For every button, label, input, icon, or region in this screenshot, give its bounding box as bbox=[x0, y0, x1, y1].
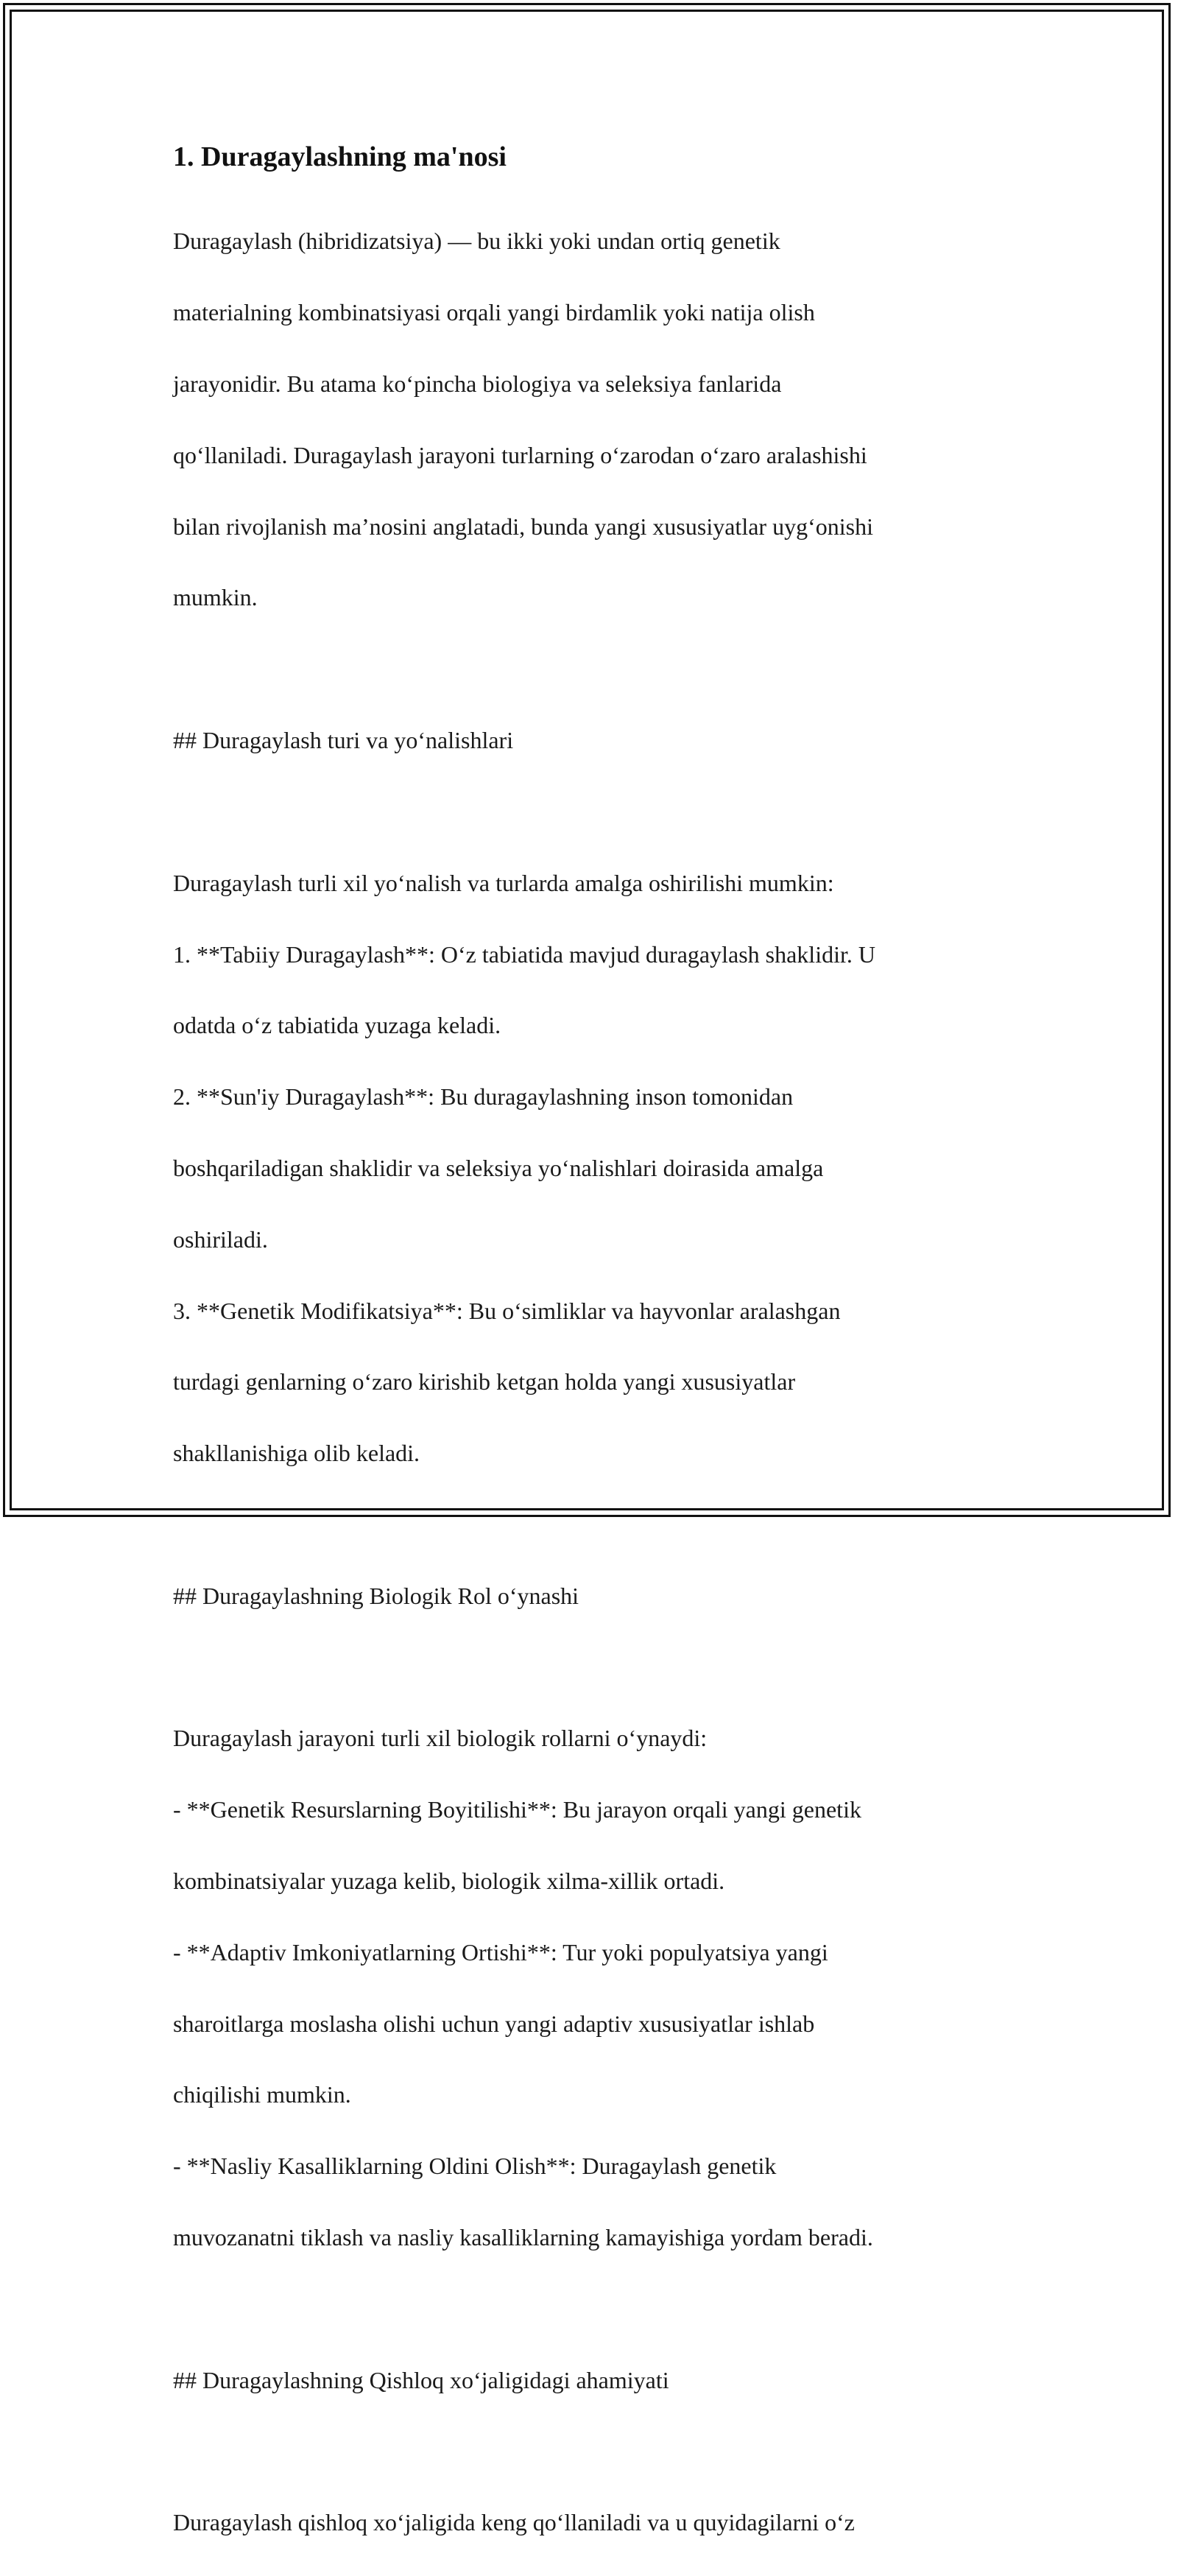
list-item-line: - **Adaptiv Imkoniyatlarning Ortishi**: Tur yoki populyatsiya yangi bbox=[173, 1938, 828, 1966]
list-item-line: 1. **Tabiiy Duragaylash**: O‘z tabiatida mavjud duragaylash shaklidir. U bbox=[173, 940, 875, 968]
text-line: Duragaylash jarayoni turli xil biologik rollarni o‘ynaydi: bbox=[173, 1725, 708, 1752]
list-item-line: shakllanishiga olib keladi. bbox=[173, 1440, 420, 1467]
list-item-line: boshqariladigan shaklidir va seleksiya yo‘nalishlari doirasida amalga bbox=[173, 1154, 824, 1181]
blank-line bbox=[173, 1507, 1005, 1542]
text-line: Duragaylash qishloq xo‘jaligida keng qo‘llaniladi va u quyidagilarni o‘z bbox=[173, 2509, 855, 2536]
document-text bbox=[173, 188, 1005, 2576]
text-line: Duragaylash (hibridizatsiya) — bu ikki yoki undan ortiq genetik bbox=[173, 228, 780, 255]
list-item-line: - **Genetik Resurslarning Boyitilishi**: Bu jarayon orqali yangi genetik bbox=[173, 1796, 861, 1823]
document-title: 1. Duragaylashning ma'nosi bbox=[173, 141, 507, 172]
list-item-line: muvozanatni tiklash va nasliy kasalliklarning kamayishiga yordam beradi. bbox=[173, 2224, 873, 2251]
list-item-line: turdagi genlarning o‘zaro kirishib ketgan holda yangi xususiyatlar bbox=[173, 1368, 796, 1396]
blank-line bbox=[173, 2291, 1005, 2326]
list-item-line: sharoitlarga moslasha olishi uchun yangi adaptiv xususiyatlar ishlab bbox=[173, 2010, 815, 2037]
section-heading: ## Duragaylashning Biologik Rol o‘ynashi bbox=[173, 1582, 579, 1609]
section-heading: ## Duragaylash turi va yo‘nalishlari bbox=[173, 727, 514, 754]
section-heading: ## Duragaylashning Qishloq xo‘jaligidagi ahamiyati bbox=[173, 2366, 669, 2393]
document-body bbox=[173, 136, 1005, 2576]
text-line: mumkin. bbox=[173, 584, 258, 611]
blank-line bbox=[173, 794, 1005, 829]
list-item-line: - **Nasliy Kasalliklarning Oldini Olish**: Duragaylash genetik bbox=[173, 2153, 777, 2180]
list-item-line: oshiriladi. bbox=[173, 1225, 268, 1253]
list-item-line: 3. **Genetik Modifikatsiya**: Bu o‘simliklar va hayvonlar aralashgan bbox=[173, 1297, 841, 1324]
text-line: materialning kombinatsiyasi orqali yangi birdamlik yoki natija olish bbox=[173, 299, 815, 326]
text-line: jarayonidir. Bu atama ko‘pincha biologiya va seleksiya fanlarida bbox=[173, 370, 782, 398]
list-item-line: odatda o‘z tabiatida yuzaga keladi. bbox=[173, 1012, 501, 1039]
blank-line bbox=[173, 1650, 1005, 1685]
text-line: Duragaylash turli xil yo‘nalish va turlarda amalga oshirilishi mumkin: bbox=[173, 869, 834, 896]
list-item-line: 2. **Sun'iy Duragaylash**: Bu duragaylashning inson tomonidan bbox=[173, 1083, 794, 1111]
list-item-line: kombinatsiyalar yuzaga kelib, biologik xilma-xillik ortadi. bbox=[173, 1868, 725, 1895]
blank-line bbox=[173, 651, 1005, 686]
text-line: qo‘llaniladi. Duragaylash jarayoni turlarning o‘zarodan o‘zaro aralashishi bbox=[173, 441, 867, 468]
text-line: bilan rivojlanish ma’nosini anglatadi, bunda yangi xususiyatlar uyg‘onishi bbox=[173, 513, 873, 540]
blank-line bbox=[173, 2434, 1005, 2469]
list-item-line: chiqilishi mumkin. bbox=[173, 2081, 351, 2108]
